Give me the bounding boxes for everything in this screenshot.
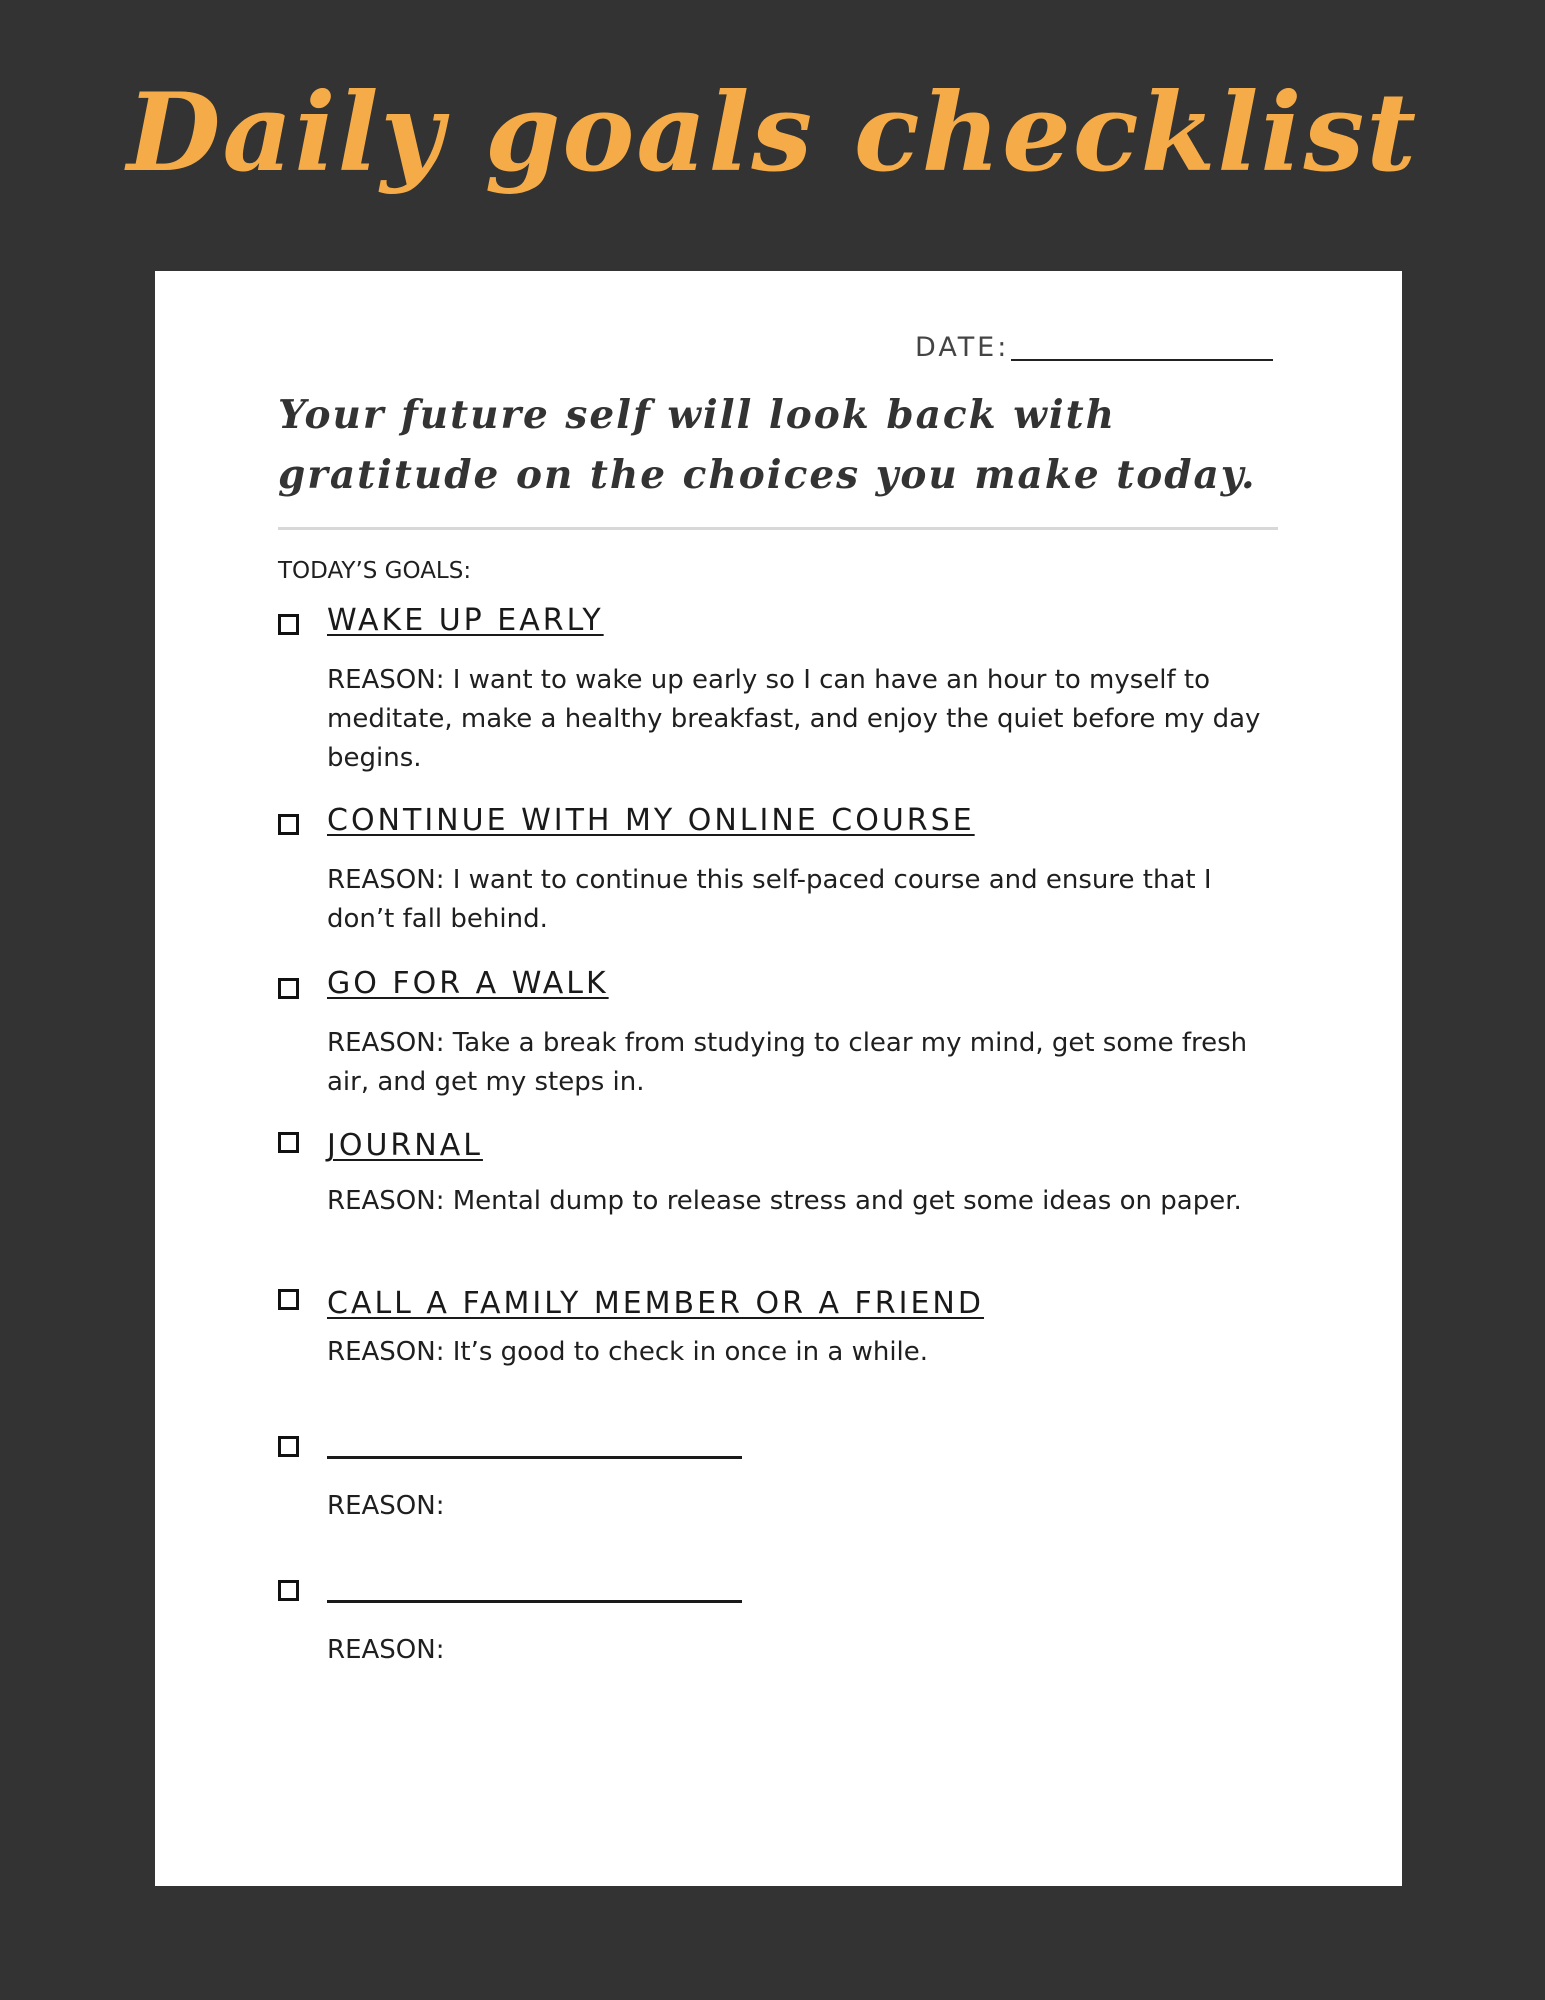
goal-checkbox[interactable]	[278, 1580, 299, 1601]
goal-item	[278, 964, 1288, 1102]
goal-checkbox[interactable]	[278, 978, 299, 999]
date-label: DATE:	[915, 332, 1010, 363]
goal-blank-line[interactable]	[327, 1456, 742, 1459]
goal-reason: REASON: Mental dump to release stress and get some ideas on paper.	[327, 1186, 1242, 1216]
goal-blank-line[interactable]	[327, 1600, 742, 1603]
goal-title: GO FOR A WALK	[327, 966, 609, 1001]
goal-title: JOURNAL	[327, 1128, 483, 1163]
goal-reason: REASON:	[327, 1635, 445, 1665]
goal-title: CALL A FAMILY MEMBER OR A FRIEND	[327, 1286, 984, 1321]
goal-title: WAKE UP EARLY	[327, 603, 604, 638]
goal-reason: REASON: I want to wake up early so I can have an hour to myself to meditate, make a healthy breakfast, and enjoy the quiet before my day begins.	[327, 665, 1261, 773]
goal-checkbox[interactable]	[278, 1132, 299, 1153]
goal-checkbox[interactable]	[278, 1289, 299, 1310]
goal-checkbox[interactable]	[278, 614, 299, 635]
goal-item	[278, 1429, 1288, 1526]
goal-reason: REASON: Take a break from studying to clear my mind, get some fresh air, and get my steps in.	[327, 1028, 1248, 1097]
goal-checkbox[interactable]	[278, 814, 299, 835]
divider	[278, 527, 1278, 530]
page-title: Daily goals checklist	[126, 70, 1419, 196]
goal-reason: REASON: I want to continue this self-paced course and ensure that I don’t fall behind.	[327, 865, 1212, 934]
checklist-sheet	[155, 271, 1402, 1886]
goal-item	[278, 601, 1288, 778]
goal-reason: REASON:	[327, 1491, 445, 1521]
goal-item	[278, 1126, 1288, 1221]
goal-title: CONTINUE WITH MY ONLINE COURSE	[327, 803, 975, 838]
goal-item	[278, 1284, 1288, 1372]
goal-reason: REASON: It’s good to check in once in a while.	[327, 1337, 929, 1367]
section-heading: TODAY’S GOALS:	[278, 558, 472, 584]
goal-checkbox[interactable]	[278, 1436, 299, 1457]
date-field[interactable]	[1011, 359, 1273, 361]
goal-item	[278, 1573, 1288, 1670]
motivational-quote: Your future self will look back with gratitude on the choices you make today.	[278, 392, 1257, 498]
goal-item	[278, 801, 1288, 939]
date-row	[915, 331, 1273, 365]
